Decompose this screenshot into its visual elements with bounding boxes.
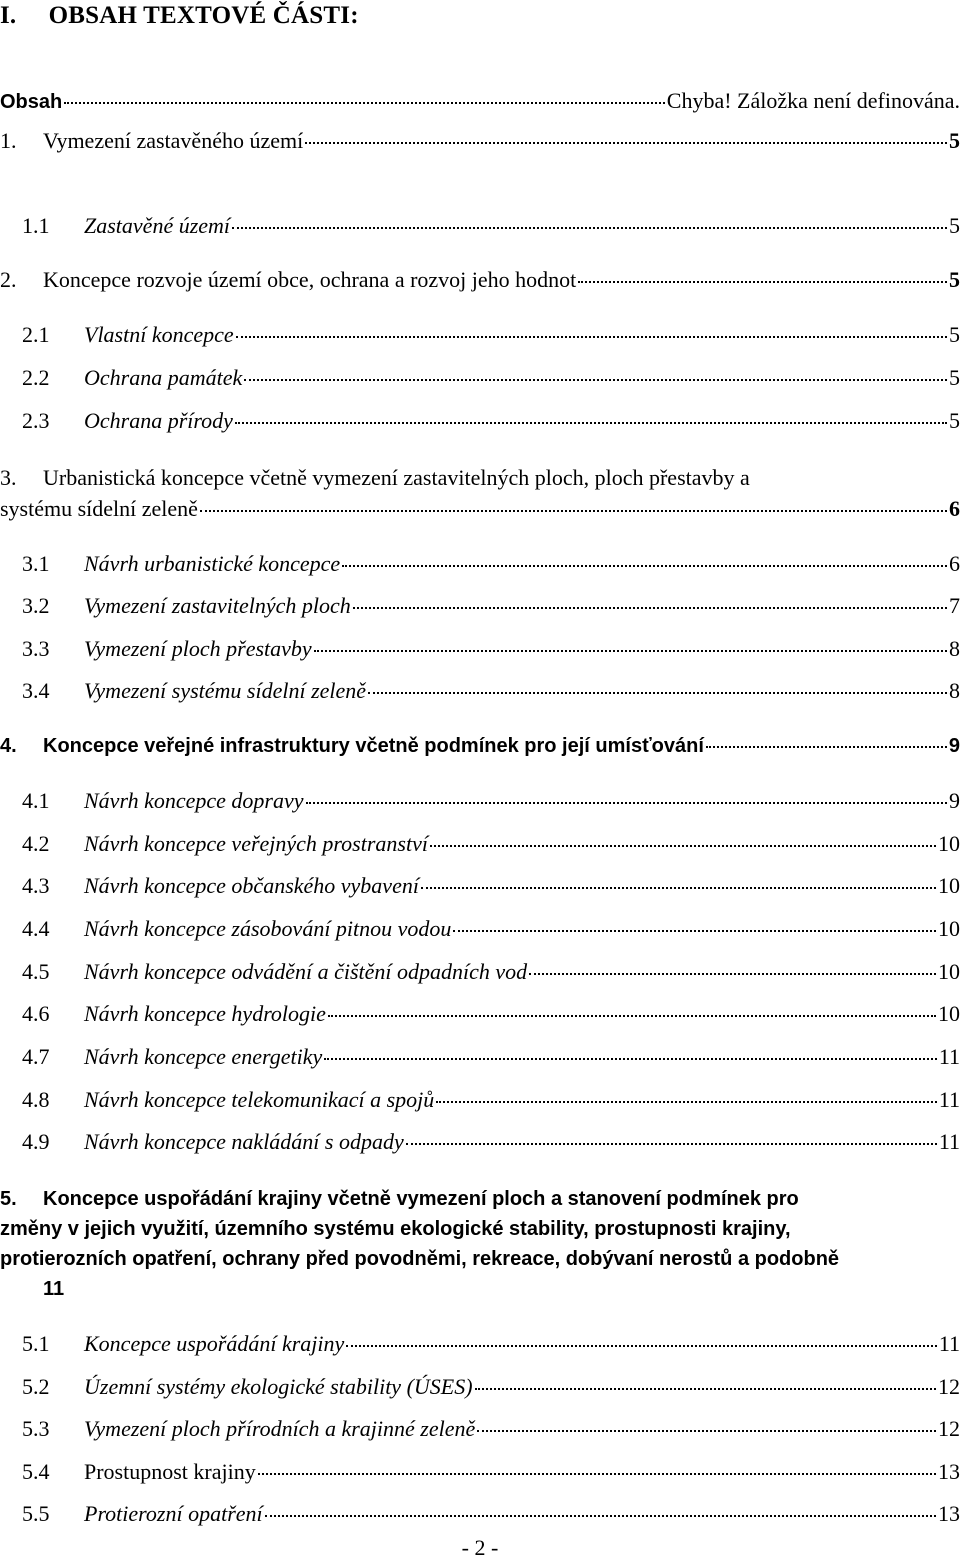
toc-entry-3-2[interactable] [0,591,960,621]
toc-entry-title: Protierozní opatření [84,1501,263,1526]
toc-entry-4-5[interactable] [0,957,960,987]
toc-leader [265,1509,936,1517]
toc-entry-3-line2[interactable] [0,494,960,524]
toc-entry-1[interactable] [0,126,960,156]
toc-entry-number: 3.4 [22,678,50,703]
toc-entry-number: 2.1 [22,322,50,347]
toc-leader [436,1095,937,1103]
toc-entry-title: Koncepce rozvoje území obce, ochrana a rozvoj jeho hodnot [43,267,577,292]
toc-leader [406,1137,937,1145]
toc-entry-2[interactable] [0,265,960,295]
toc-leader [353,601,947,609]
toc-entry-4-3[interactable] [0,871,960,901]
toc-entry-number: 3.2 [22,593,50,618]
toc-entry-page: 10 [938,831,960,856]
toc-entry-title: Vymezení zastavěného území [43,128,304,153]
toc-entry-5-3[interactable] [0,1414,960,1444]
toc-entry-page: 7 [949,593,960,618]
toc-entry-title: Návrh koncepce hydrologie [84,1001,326,1026]
toc-entry-page: 10 [938,873,960,898]
toc-entry-number: 4.1 [22,788,50,813]
toc-entry-number: 4.8 [22,1087,50,1112]
toc-entry-4-1[interactable] [0,786,960,816]
toc-leader [306,796,947,804]
toc-leader [314,644,947,652]
toc-entry-title: Návrh koncepce občanského vybavení [84,873,419,898]
toc-entry-1-1[interactable] [0,211,960,241]
toc-entry-page: Chyba! Záložka není definována. [666,88,960,113]
toc-leader [324,1052,937,1060]
toc-leader [258,1467,936,1475]
toc-entry-3-3[interactable] [0,634,960,664]
toc-entry-page: 5 [949,322,960,347]
toc-entry-3-1[interactable] [0,549,960,579]
toc-leader [232,221,947,229]
toc-entry-number: 2.2 [22,365,50,390]
toc-entry-number: 4. [0,735,17,757]
toc-leader [305,136,947,144]
toc-entry-page: 12 [938,1374,960,1399]
toc-entry-number: 5.4 [22,1459,50,1484]
toc-entry-number: 4.4 [22,916,50,941]
toc-entry-number: 3.3 [22,636,50,661]
toc-entry-page: 11 [938,1129,960,1154]
toc-leader [706,740,947,748]
toc-leader [328,1009,936,1017]
toc-entry-5-4[interactable] [0,1457,960,1487]
toc-leader [529,967,936,975]
toc-entry-4-2[interactable] [0,829,960,859]
toc-entry-title: Územní systémy ekologické stability (ÚSES) [84,1374,473,1399]
toc-entry-2-1[interactable] [0,320,960,350]
toc-entry-4-4[interactable] [0,914,960,944]
toc-entry-number: 4.2 [22,831,50,856]
toc-entry-page: 9 [949,788,960,813]
toc-entry-4-8[interactable] [0,1085,960,1115]
toc-entry-4-9[interactable] [0,1127,960,1157]
toc-entry-title: Vymezení systému sídelní zeleně [84,678,367,703]
toc-entry-page: 5 [949,213,960,238]
toc-entry-number: 4.5 [22,959,50,984]
toc-entry-obsah[interactable] [0,86,960,116]
toc-entry-title: Vymezení zastavitelných ploch [84,593,351,618]
toc-leader [368,686,947,694]
toc-entry-4-6[interactable] [0,999,960,1029]
toc-entry-title: Návrh koncepce telekomunikací a spojů [84,1087,435,1112]
toc-leader [64,96,665,104]
toc-entry-5-2[interactable] [0,1372,960,1402]
toc-entry-5-1[interactable] [0,1329,960,1359]
toc-entry-page: 11 [43,1278,65,1300]
page-number-footer: - 2 - [461,1535,499,1560]
toc-leader [200,504,947,512]
toc-leader [235,416,947,424]
toc-entry-number: 5.1 [22,1331,50,1356]
toc-entry-page: 10 [938,959,960,984]
toc-leader [475,1382,936,1390]
toc-entry-number: 4.7 [22,1044,50,1069]
toc-entry-5-line2: změny v jejich využití, územního systému ekologické stability, prostupnosti krajiny, [0,1218,791,1240]
toc-entry-page: 11 [938,1087,960,1112]
toc-entry-title: Návrh koncepce dopravy [84,788,304,813]
toc-leader [342,559,947,567]
toc-entry-2-2[interactable] [0,363,960,393]
toc-entry-4[interactable] [0,731,960,761]
toc-entry-title: Návrh koncepce nakládání s odpady [84,1129,404,1154]
toc-leader [421,881,936,889]
toc-entry-title-continued: systému sídelní zeleně [0,496,198,521]
toc-entry-title: Koncepce uspořádání krajiny včetně vymezení ploch a stanovení podmínek pro [43,1188,799,1210]
toc-entry-5-line1[interactable] [0,1184,960,1214]
toc-entry-number: 2. [0,267,17,292]
toc-entry-page: 6 [949,496,960,521]
toc-entry-page: 8 [949,636,960,661]
toc-entry-title: Vlastní koncepce [84,322,234,347]
toc-entry-number: 1.1 [22,213,50,238]
toc-leader [346,1339,937,1347]
toc-entry-page: 13 [938,1459,960,1484]
toc-entry-4-7[interactable] [0,1042,960,1072]
toc-leader [453,924,936,932]
toc-entry-page: 11 [938,1331,960,1356]
toc-entry-number: 5.5 [22,1501,50,1526]
toc-entry-5-5[interactable] [0,1499,960,1529]
toc-entry-title: Návrh koncepce odvádění a čištění odpadních vod [84,959,528,984]
page-heading: I. OBSAH TEXTOVÉ ČÁSTI: [0,2,359,29]
toc-entry-title: Koncepce veřejné infrastruktury včetně podmínek pro její umísťování [43,735,704,757]
toc-entry-title: Návrh urbanistické koncepce [84,551,341,576]
toc-entry-page: 5 [949,408,960,433]
toc-leader [578,275,947,283]
toc-entry-number: 5. [0,1188,17,1210]
toc-entry-number: 4.3 [22,873,50,898]
toc-entry-title: Vymezení ploch přírodních a krajinné zeleně [84,1416,476,1441]
toc-leader [430,839,936,847]
toc-entry-page: 10 [938,1001,960,1026]
toc-entry-number: 4.6 [22,1001,50,1026]
toc-entry-2-3[interactable] [0,406,960,436]
toc-entry-title: Zastavěné území [84,213,231,238]
toc-entry-title: Vymezení ploch přestavby [84,636,312,661]
toc-entry-title: Ochrana památek [84,365,243,390]
toc-entry-page: 5 [949,128,960,153]
toc-entry-title: Návrh koncepce zásobování pitnou vodou [84,916,452,941]
toc-entry-title: Urbanistická koncepce včetně vymezení zastavitelných ploch, ploch přestavby a [43,465,750,490]
toc-entry-3-4[interactable] [0,676,960,706]
toc-entry-number: 2.3 [22,408,50,433]
toc-entry-title: Koncepce uspořádání krajiny [84,1331,345,1356]
toc-leader [477,1424,936,1432]
toc-leader [244,373,947,381]
toc-entry-title: Návrh koncepce veřejných prostranství [84,831,428,856]
toc-entry-page: 9 [948,735,960,757]
toc-entry-number: 5.3 [22,1416,50,1441]
toc-entry-3-line1[interactable] [0,463,960,493]
toc-entry-5-line3: protierozních opatření, ochrany před povodněmi, rekreace, dobývaní nerostů a podobně [0,1248,840,1270]
toc-entry-title: Obsah [0,91,63,113]
toc-entry-page: 12 [938,1416,960,1441]
toc-entry-page: 8 [949,678,960,703]
toc-entry-page: 11 [938,1044,960,1069]
toc-entry-number: 3.1 [22,551,50,576]
toc-entry-number: 5.2 [22,1374,50,1399]
toc-entry-page: 13 [938,1501,960,1526]
toc-leader [236,330,947,338]
toc-entry-number: 3. [0,465,17,490]
toc-entry-title: Návrh koncepce energetiky [84,1044,323,1069]
toc-entry-page: 5 [949,365,960,390]
toc-entry-page: 10 [938,916,960,941]
toc-entry-number: 1. [0,128,17,153]
toc-entry-title: Prostupnost krajiny [84,1459,256,1484]
toc-entry-title: Ochrana přírody [84,408,233,433]
toc-entry-number: 4.9 [22,1129,50,1154]
toc-entry-page: 5 [949,267,960,292]
toc-entry-page: 6 [949,551,960,576]
